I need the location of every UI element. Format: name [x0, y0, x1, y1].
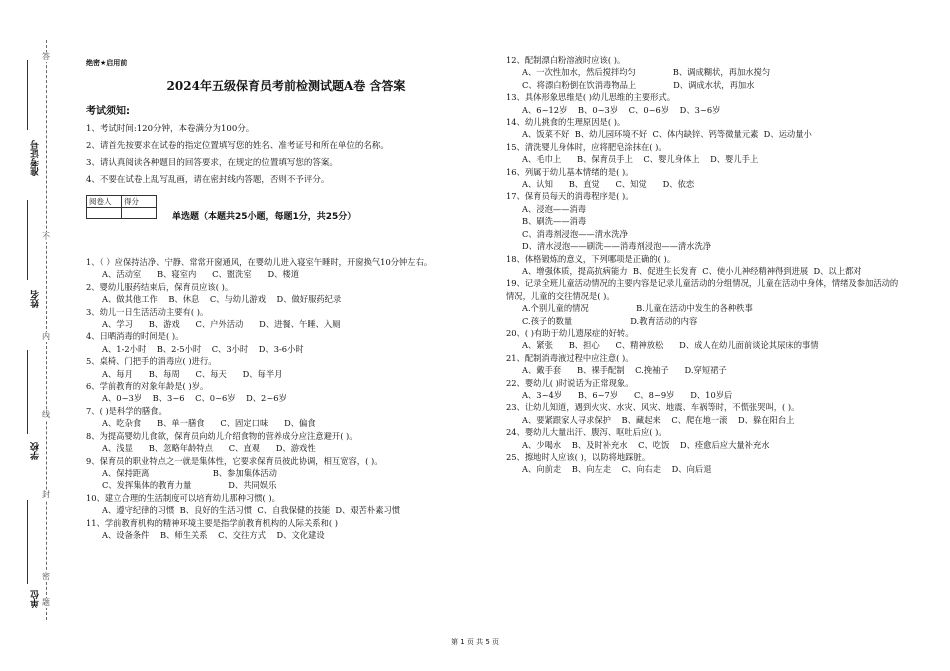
question-text: 2、婴幼儿服药结束后，保育员应该( )。	[86, 281, 234, 292]
fill-line	[27, 350, 28, 434]
question-text: 11、学前教育机构的精神环境主要是指学前教育机构的人际关系和( )	[86, 517, 338, 528]
question-text: 7、( )是科学的膳食。	[86, 405, 167, 416]
seal-mark: 线	[42, 410, 50, 419]
question-options: A、毛巾上 B、保育员手上 C、婴儿身体上 D、婴儿手上	[522, 154, 759, 165]
question-options: A、设备条件 B、师生关系 C、交往方式 D、文化建设	[102, 529, 325, 540]
fill-line	[27, 200, 28, 280]
right-column	[506, 54, 906, 476]
question-options: A、认知 B、直觉 C、知觉 D、依恋	[522, 179, 695, 190]
notice-item: 4、不要在试卷上乱写乱画，请在密封线内答题，否则不予评分。	[86, 175, 330, 185]
question-text: 1、（ ）应保持洁净、宁静、常常开窗通风，在婴幼儿进入寝室午睡时，开窗换气10分钟左右。	[86, 257, 433, 267]
seal-mark: 不	[42, 232, 50, 241]
question-options: A、一次性加水，然后搅拌均匀 B、调成糊状，再加水搅匀 C、将漂白粉倒在饮消毒物品上 D、调成水状，再加水	[522, 67, 771, 90]
question-list-left	[86, 256, 486, 541]
question-text: 3、幼儿一日生活活动主要有( )。	[86, 306, 209, 317]
label-name: 姓名	[31, 290, 41, 308]
question-options: A、3~4岁 B、6~7岁 C、8~9岁 D、10岁后	[522, 389, 733, 400]
question-text: 10、建立合理的生活制度可以培育幼儿那种习惯( )。	[86, 492, 280, 503]
seal-line	[46, 40, 47, 620]
question-options: A、遵守纪律的习惯 B、良好的生活习惯 C、自我保健的技能 D、艰苦朴素习惯	[102, 505, 401, 516]
question-options: A、吃杂食 B、单一膳食 C、固定口味 D、偏食	[102, 418, 316, 429]
question-text: 6、学前教育的对象年龄是( )岁。	[86, 381, 209, 392]
notice-item: 1、考试时间:120分钟，本卷满分为100分。	[86, 124, 255, 134]
notice-heading: 考试须知:	[86, 106, 130, 117]
binding-margin	[0, 0, 62, 671]
question-options: A、活动室 B、寝室内 C、盥洗室 D、楼道	[102, 269, 300, 280]
section-heading: 单选题（本题共25小题，每题1分，共25分）	[172, 212, 357, 222]
fill-line	[27, 500, 28, 584]
question-options: A、要紧跟家人寻求保护 B、藏起来 C、爬在地一滚 D、躲在阳台上	[522, 414, 795, 425]
label-unit: 单位	[31, 590, 41, 608]
question-text: 17、保育员每天的消毒程序是( )。	[506, 191, 634, 202]
question-options: A、饭菜不好 B、幼儿园环境不好 C、体内缺锌、钙等微量元素 D、运动量小	[522, 129, 812, 140]
score-cell-empty[interactable]	[87, 208, 122, 219]
notice-item: 3、请认真阅读各种题目的回答要求，在规定的位置填写您的答案。	[86, 158, 338, 168]
score-cell-score: 得分	[122, 196, 157, 208]
question-options: A、0~3岁 B、3~6 C、0~6岁 D、2~6岁	[102, 393, 287, 404]
question-text: 14、幼儿挑食的生理原因是( )。	[506, 117, 626, 128]
question-text: 12、配制漂白粉溶液时应该( )。	[506, 55, 626, 65]
question-options: A、紧张 B、担心 C、精神放松 D、成人在幼儿面前谈论其尿床的事情	[522, 340, 819, 351]
question-options: A、增强体质，提高抗病能力 B、促进生长发育 C、使小儿神经精神得到进展 D、以上都对	[522, 265, 862, 276]
question-options: A、6~12岁 B、0~3岁 C、0~6岁 D、3~6岁	[522, 104, 721, 115]
question-options: A、浸泡——消毒 B、刷洗——消毒 C、消毒剂浸泡——清水洗净 D、清水浸泡——刷洗——消毒剂浸泡——清水洗净	[522, 203, 712, 252]
question-text: 5、桌椅、门把手的消毒应( )进行。	[86, 356, 217, 367]
seal-mark: 答	[42, 52, 50, 61]
question-text: 19、记录全班儿童活动情况的主要内容是记录儿童活动的分组情况，儿童在活动中身体，情绪及参加活动的情况，儿童的交往情况是( )。	[506, 278, 899, 301]
secret-mark: 绝密★启用前	[86, 59, 128, 67]
question-options: A、每月 B、每周 C、每天 D、每半月	[102, 368, 283, 379]
label-exam-number: 准考证号	[31, 140, 41, 176]
seal-mark: 题	[42, 598, 50, 607]
question-text: 13、具体形象思维是( )幼儿思维的主要形式。	[506, 92, 676, 103]
score-cell-empty[interactable]	[122, 208, 157, 219]
seal-mark: 内	[42, 332, 50, 341]
question-text: 15、清洗婴儿身体时，应将肥皂涂抹在( )。	[506, 141, 667, 152]
question-options: A、做其他工作 B、休息 C、与幼儿游戏 D、做好服药纪录	[102, 294, 342, 305]
question-options: A、向前走 B、向左走 C、向右走 D、向后退	[522, 464, 712, 475]
seal-mark: 密	[42, 572, 50, 581]
question-text: 23、让幼儿知道，遇到火灾、水灾、风灾、地震、车祸等时，不慌张哭叫，( )。	[506, 402, 800, 413]
question-text: 22、婴幼儿( )时说话为正常现象。	[506, 377, 634, 388]
question-text: 20、( )有助于幼儿遗尿症的好转。	[506, 327, 634, 338]
question-options: A、1-2小时 B、2-5小时 C、3小时 D、3-6小时	[102, 343, 304, 354]
question-options: A、少喝水 B、及时补充水 C、吃饭 D、痊愈后应大量补充水	[522, 439, 770, 450]
question-text: 4、日晒消毒的时间是( )。	[86, 331, 184, 342]
question-options: A、学习 B、游戏 C、户外活动 D、进餐、午睡、入厕	[102, 319, 341, 330]
score-table	[86, 195, 157, 219]
left-column	[86, 58, 486, 541]
fill-line	[27, 60, 28, 130]
question-text: 9、保育员的职业特点之一就是集体性，它要求保育员彼此协调，相互宽容，( )。	[86, 455, 383, 466]
question-text: 16、列属于幼儿基本情绪的是( )。	[506, 166, 634, 177]
question-text: 18、体格锻炼的意义，下列哪项是正确的( )。	[506, 253, 676, 264]
page-title: 2024年五级保育员考前检测试题A卷 含答案	[166, 79, 406, 93]
question-text: 24、婴幼儿大量出汗、腹泻、呕吐后应( )。	[506, 427, 667, 438]
question-options: A.个别儿童的情况 B.儿童在活动中发生的各种秩事 C.孩子的数量 D.教育活动的内容	[522, 303, 753, 326]
question-text: 25、擦地时人应该( )，以防将地踩脏。	[506, 452, 651, 462]
page-number: 第 1 页 共 5 页	[450, 638, 500, 646]
question-text: 8、为提高婴幼儿食欲，保育员向幼儿介绍食物的营养成分应注意避开( )。	[86, 430, 358, 441]
question-options: A、浅显 B、忽略年龄特点 C、直观 D、游戏性	[102, 443, 316, 454]
question-options: A、保持距离 B、参加集体活动 C、发挥集体的教育力量 D、共同娱乐	[102, 467, 277, 491]
question-list-right	[506, 54, 906, 476]
question-options: A、戴手套 B、裸手配制 C.挽袖子 D.穿短裙子	[522, 365, 727, 376]
notice-item: 2、请首先按要求在试卷的指定位置填写您的姓名、准考证号和所在单位的名称。	[86, 141, 389, 151]
question-text: 21、配制消毒液过程中应注意( )。	[506, 352, 634, 363]
label-school: 学校	[31, 442, 41, 460]
score-cell-grader: 阅卷人	[87, 196, 122, 208]
seal-mark: 封	[42, 490, 50, 499]
